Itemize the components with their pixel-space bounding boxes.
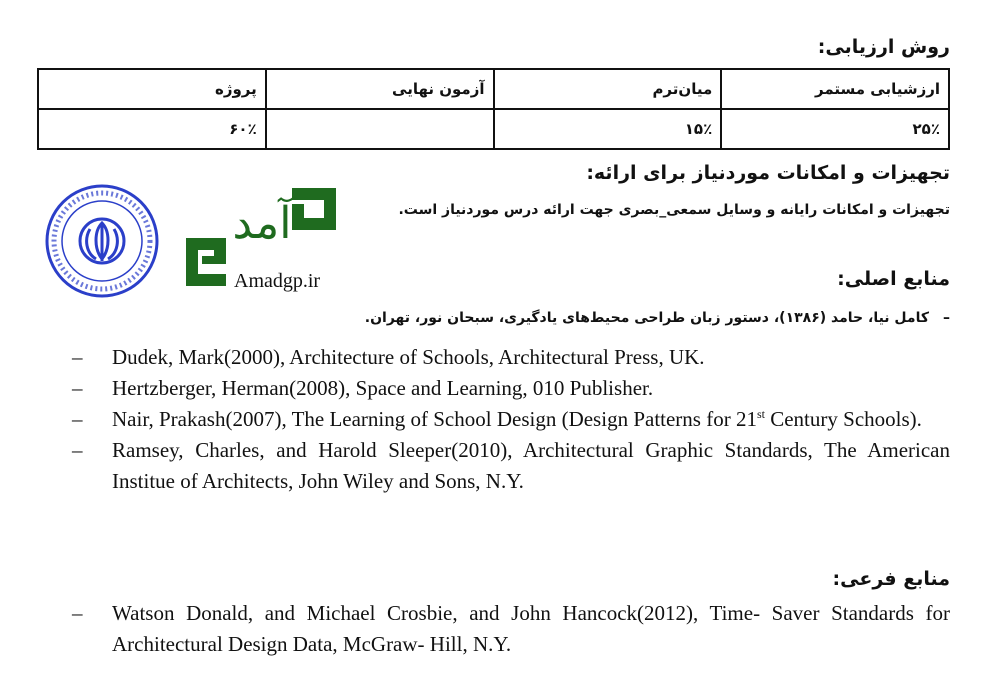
table-header-cell: میان‌ترم xyxy=(494,69,722,109)
list-item: – Ramsey, Charles, and Harold Sleeper(2010), Architectural Graphic Standards, The American Institue of Architects, John Wiley and Sons, N.Y. xyxy=(72,435,950,497)
logo-caption: Amadgp.ir xyxy=(234,270,321,292)
table-cell: ۶۰٪ xyxy=(38,109,266,149)
table-cell: ۲۵٪ xyxy=(721,109,949,149)
superscript: st xyxy=(756,407,765,421)
list-item: – Dudek, Mark(2000), Architecture of Schools, Architectural Press, UK. xyxy=(72,342,950,373)
persian-reference-text: کامل نیا، حامد (۱۳۸۶)، دستور زبان طراحی محیط‌های یادگیری، سبحان نور، تهران. xyxy=(364,310,929,326)
evaluation-table xyxy=(37,68,950,150)
table-value-row xyxy=(38,109,949,149)
table-cell: ۱۵٪ xyxy=(494,109,722,149)
main-sources-heading: منابع اصلی: xyxy=(837,268,950,290)
table-header-cell: پروژه xyxy=(38,69,266,109)
evaluation-heading: روش ارزیابی: xyxy=(817,36,950,58)
table-header-cell: ارزشیابی مستمر xyxy=(721,69,949,109)
facilities-heading: تجهیزات و امکانات موردنیاز برای ارائه: xyxy=(586,162,950,184)
logo-title: آمد xyxy=(232,198,292,249)
table-header-cell: آزمون نهایی xyxy=(266,69,494,109)
reference-text: Nair, Prakash(2007), The Learning of School Design (Design Patterns for 21 xyxy=(112,407,757,431)
list-item: – Watson Donald, and Michael Crosbie, and John Hancock(2012), Time- Saver Standards for Architectural Design Data, McGraw- Hill, N.Y. xyxy=(72,598,950,660)
list-item xyxy=(72,404,950,435)
sub-references-list xyxy=(72,598,950,660)
table-cell xyxy=(266,109,494,149)
sub-sources-heading: منابع فرعی: xyxy=(832,568,950,590)
main-references-list xyxy=(72,342,950,497)
list-dash: – xyxy=(943,310,950,326)
list-item: – Hertzberger, Herman(2008), Space and Learning, 010 Publisher. xyxy=(72,373,950,404)
reference-text-tail: Century Schools). xyxy=(764,407,922,431)
table-header-row xyxy=(38,69,949,109)
persian-reference xyxy=(365,310,950,326)
facilities-text: تجهیزات و امکانات رایانه و وسایل سمعی_بصری جهت ارائه درس موردنیاز است. xyxy=(398,202,950,218)
official-stamp-icon xyxy=(44,183,160,299)
